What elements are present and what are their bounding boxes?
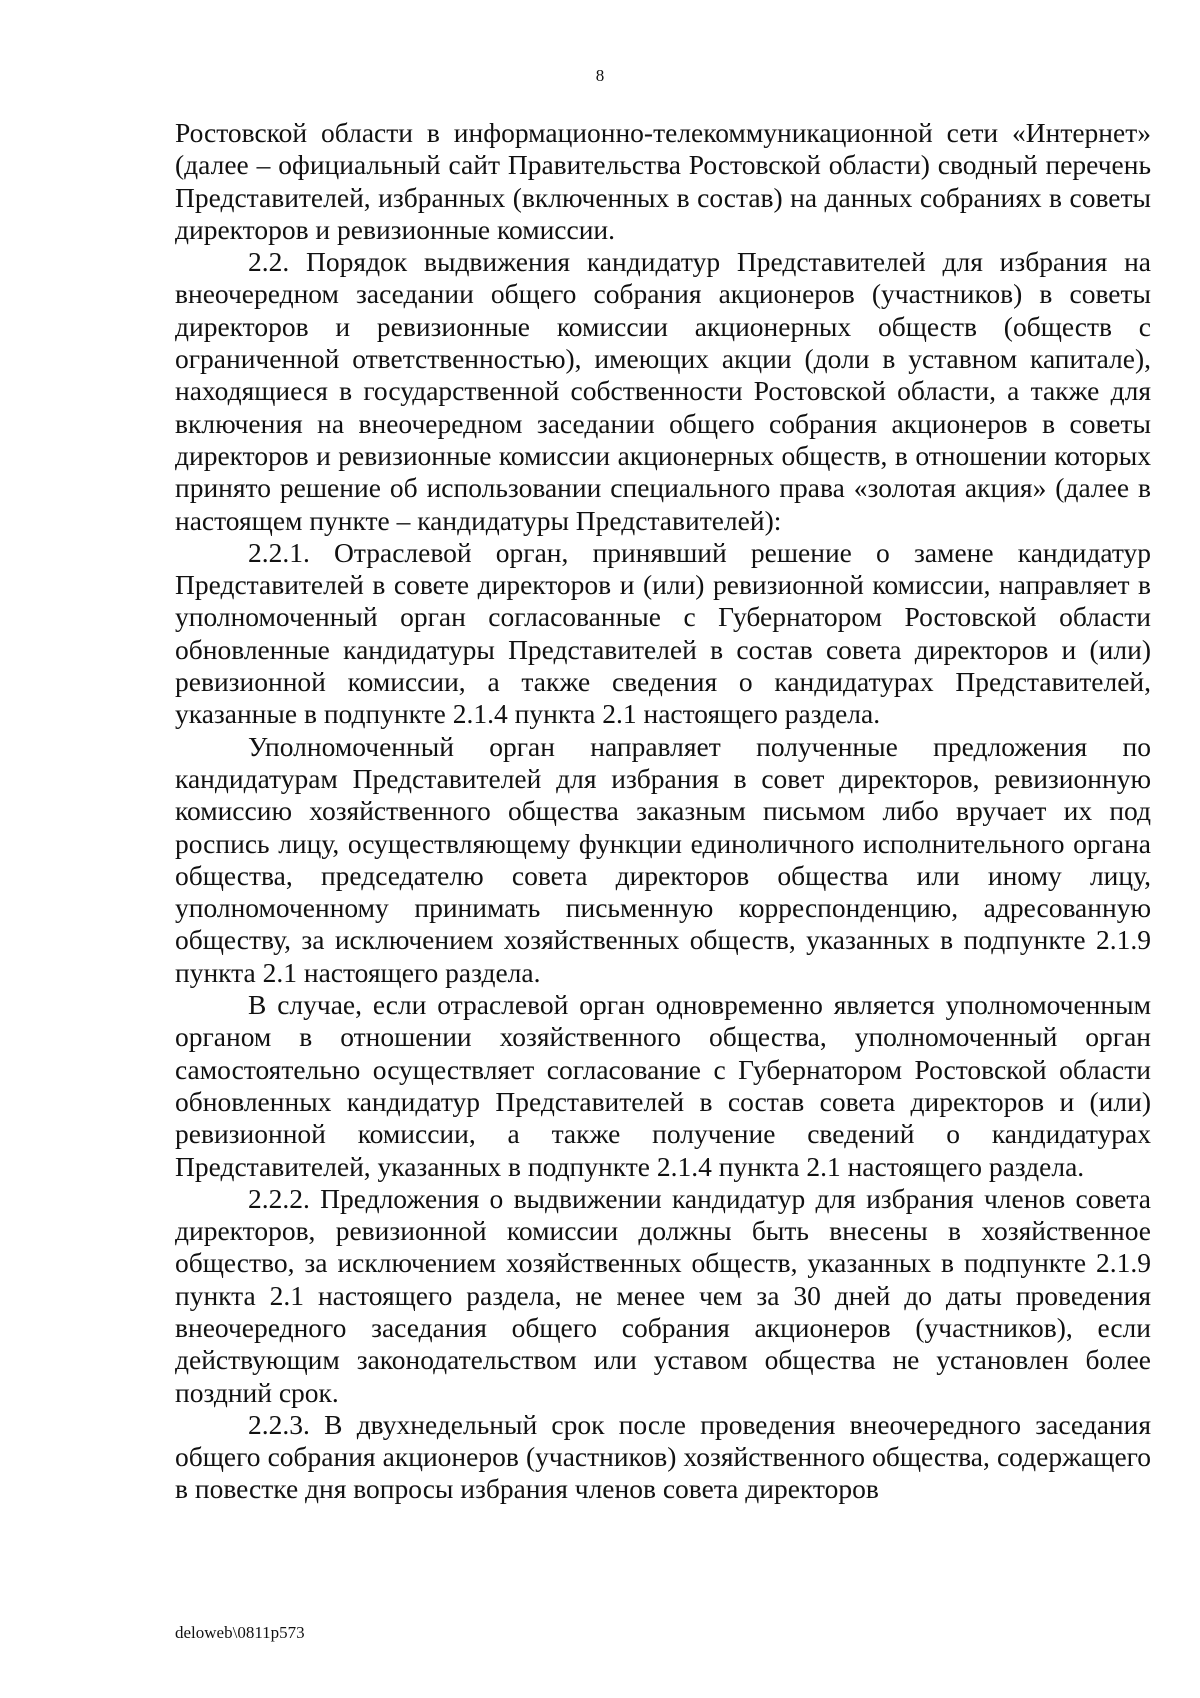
paragraph-2-2-1: 2.2.1. Отраслевой орган, принявший решение о замене кандидатур Представителей в совете директоров и (или) ревизионной комиссии, направляет в уполномоченный орган согласованные с Губернатором Ростовской области обновленные кандидатуры Представителей в состав совета директоров и (или) ревизионной комиссии, а также сведения о кандидатурах Представителей, указанные в подпункте 2.1.4 пункта 2.1 настоящего раздела. [175,536,1151,730]
paragraph-authorized-body: Уполномоченный орган направляет полученные предложения по кандидатурам Представителей для избрания в совет директоров, ревизионную комиссию хозяйственного общества заказным письмом либо вручает их под роспись лицу, осуществляющему функции единоличного исполнительного органа общества, председателю совета директоров общества или иному лицу, уполномоченному принимать письменную корреспонденцию, адресованную обществу, за исключением хозяйственных обществ, указанных в подпункте 2.1.9 пункта 2.1 настоящего раздела. [175,730,1151,988]
page-number: 8 [595,66,605,85]
paragraph-2-2: 2.2. Порядок выдвижения кандидатур Представителей для избрания на внеочередном заседании общего собрания акционеров (участников) в советы директоров и ревизионные комиссии акционерных обществ (обществ с ограниченной ответственностью), имеющих акции (доли в уставном капитале), находящиеся в государственной собственности Ростовской области, а также для включения на внеочередном заседании общего собрания акционеров в советы директоров и ревизионные комиссии акционерных обществ, в отношении которых принято решение об использовании специального права «золотая акция» (далее в настоящем пункте – кандидатуры Представителей): [175,246,1151,536]
document-footer-code: deloweb\0811p573 [175,1623,305,1642]
paragraph-2-2-2: 2.2.2. Предложения о выдвижении кандидатур для избрания членов совета директоров, ревизионной комиссии должны быть внесены в хозяйственное общество, за исключением хозяйственных обществ, указанных в подпункте 2.1.9 пункта 2.1 настоящего раздела, не менее чем за 30 дней до даты проведения внеочередного заседания общего собрания акционеров (участников), если действующим законодательством или уставом общества не установлен более поздний срок. [175,1182,1151,1408]
paragraph-2-2-3: 2.2.3. В двухнедельный срок после проведения внеочередного заседания общего собрания акционеров (участников) хозяйственного общества, содержащего в повестке дня вопросы избрания членов совета директоров [175,1408,1151,1505]
paragraph-in-case: В случае, если отраслевой орган одновременно является уполномоченным органом в отношении хозяйственного общества, уполномоченный орган самостоятельно осуществляет согласование с Губернатором Ростовской области обновленных кандидатур Представителей в состав совета директоров и (или) ревизионной комиссии, а также получение сведений о кандидатурах Представителей, указанных в подпункте 2.1.4 пункта 2.1 настоящего раздела. [175,989,1151,1182]
paragraph-continuation: Ростовской области в информационно-телекоммуникационной сети «Интернет» (далее – официальный сайт Правительства Ростовской области) сводный перечень Представителей, избранных (включенных в состав) на данных собраниях в советы директоров и ревизионные комиссии. [175,117,1151,245]
document-body [175,117,1151,1506]
